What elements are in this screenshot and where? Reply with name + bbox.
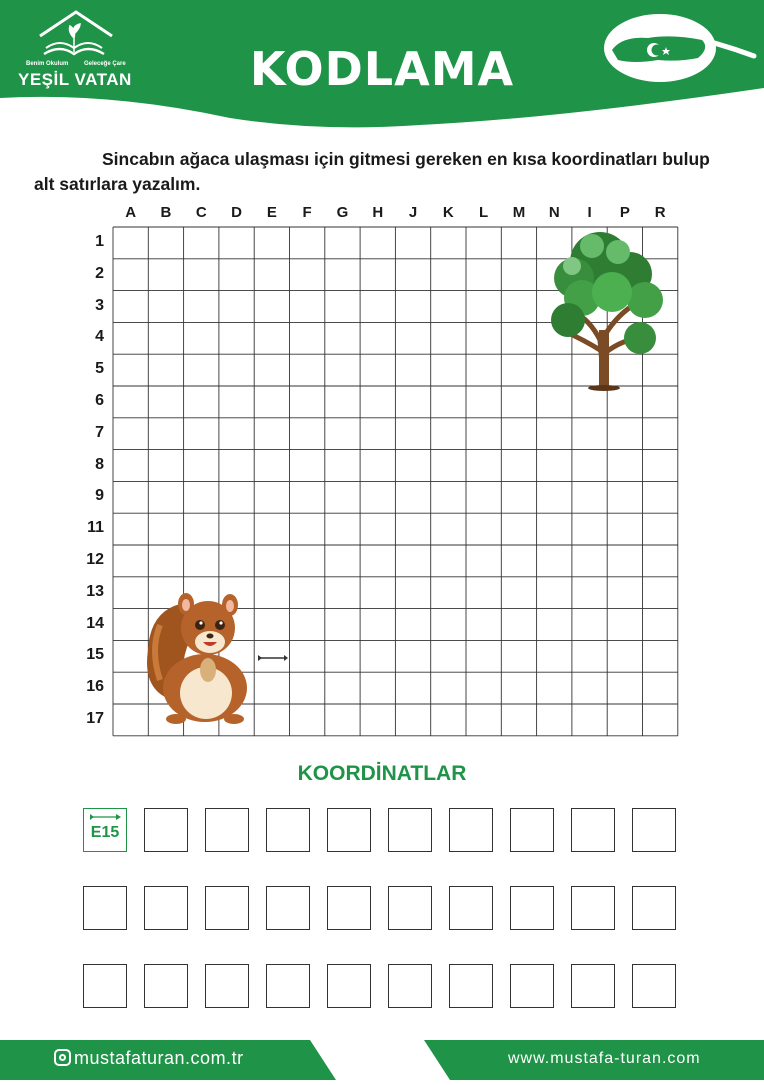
column-label: H <box>372 204 384 221</box>
coordinate-box[interactable] <box>144 886 188 930</box>
row-label: 8 <box>95 455 104 473</box>
column-label: E <box>266 204 277 221</box>
row-label: 15 <box>86 646 104 664</box>
column-label: C <box>195 204 207 221</box>
coordinate-box[interactable] <box>510 808 554 852</box>
row-label: 3 <box>95 296 104 314</box>
coordinate-box[interactable] <box>632 808 676 852</box>
row-label: 2 <box>95 264 104 282</box>
row-label: 9 <box>95 487 104 505</box>
row-label: 16 <box>86 678 104 696</box>
footer-website-right[interactable]: www.mustafa-turan.com <box>508 1050 701 1067</box>
row-label: 4 <box>95 328 104 346</box>
row-label: 6 <box>95 391 104 409</box>
coordinate-box[interactable] <box>571 886 615 930</box>
coordinate-box[interactable] <box>327 964 371 1008</box>
coordinate-box[interactable] <box>632 886 676 930</box>
coordinate-box[interactable] <box>449 964 493 1008</box>
arrow-right-icon <box>256 653 288 663</box>
column-label: P <box>619 204 630 221</box>
row-label: 11 <box>87 519 104 537</box>
coordinate-box[interactable] <box>144 808 188 852</box>
coordinate-box[interactable] <box>388 964 432 1008</box>
coordinate-box[interactable] <box>327 886 371 930</box>
coordinate-box[interactable] <box>571 964 615 1008</box>
coordinate-box[interactable] <box>83 808 127 852</box>
column-label: G <box>336 204 349 221</box>
coordinate-box[interactable] <box>510 964 554 1008</box>
logo-slogan-right: Geleceğe Çare <box>84 61 126 67</box>
row-label: 13 <box>86 582 104 600</box>
row-label: 7 <box>95 423 104 441</box>
column-label: D <box>231 204 242 221</box>
coordinate-box[interactable] <box>205 808 249 852</box>
row-label: 5 <box>95 360 104 378</box>
row-label: 1 <box>95 232 104 250</box>
column-label: R <box>654 204 666 221</box>
column-label: M <box>512 204 526 221</box>
arrow-right-icon <box>89 813 121 821</box>
column-label: J <box>408 204 418 221</box>
column-label: K <box>442 204 454 221</box>
coordinate-box[interactable] <box>205 964 249 1008</box>
coordinate-box[interactable] <box>266 808 310 852</box>
logo-slogan-left: Benim Okulum <box>26 61 69 67</box>
logo-name: YEŞİL VATAN <box>18 70 132 89</box>
coordinate-box[interactable] <box>205 886 249 930</box>
coordinate-box[interactable] <box>144 964 188 1008</box>
coordinate-box[interactable] <box>327 808 371 852</box>
coordinate-box[interactable] <box>632 964 676 1008</box>
coordinate-box[interactable] <box>388 886 432 930</box>
footer-website-left[interactable]: mustafaturan.com.tr <box>74 1048 244 1068</box>
column-label: B <box>160 204 172 221</box>
coordinate-box[interactable] <box>83 886 127 930</box>
coordinates-title: KOORDİNATLAR <box>297 762 467 785</box>
page-title: KODLAMA <box>249 42 515 96</box>
coordinate-box[interactable] <box>266 964 310 1008</box>
row-label: 12 <box>86 550 104 568</box>
column-label: F <box>302 204 312 221</box>
coordinate-box[interactable] <box>449 886 493 930</box>
coordinate-box[interactable] <box>449 808 493 852</box>
coordinate-box[interactable] <box>83 964 127 1008</box>
row-label: 17 <box>86 709 104 727</box>
coordinate-value: E15 <box>90 824 120 841</box>
column-label: L <box>479 204 489 221</box>
coordinate-box[interactable] <box>571 808 615 852</box>
row-label: 14 <box>86 614 104 632</box>
column-label: N <box>548 204 560 221</box>
coordinate-box[interactable] <box>510 886 554 930</box>
column-label: A <box>125 204 137 221</box>
coordinate-box[interactable] <box>266 886 310 930</box>
coordinate-box[interactable] <box>388 808 432 852</box>
column-label: I <box>587 204 592 221</box>
instagram-icon <box>54 1049 71 1066</box>
instruction-text: Sincabın ağaca ulaşması için gitmesi gereken en kısa koordinatları bulup alt satırlara yazalım. <box>34 149 710 194</box>
